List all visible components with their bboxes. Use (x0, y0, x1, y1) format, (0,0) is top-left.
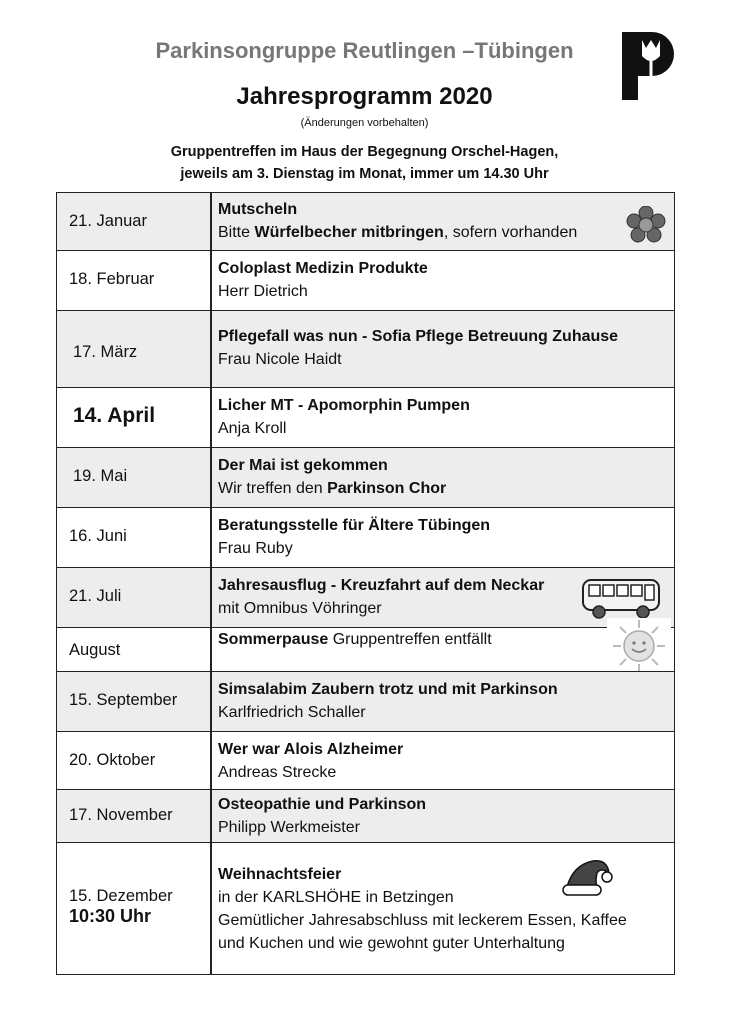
event-subtitle: in der KARLSHÖHE in Betzingen (218, 889, 454, 906)
event-title: Sommerpause Gruppentreffen entfällt (218, 631, 492, 648)
event-details (218, 454, 666, 500)
event-details (218, 257, 666, 303)
event-date: 16. Juni (69, 527, 127, 545)
event-details (218, 678, 666, 724)
event-date: 14. April (73, 404, 156, 427)
table-row (57, 193, 674, 250)
sun-icon (607, 618, 671, 674)
event-details (218, 198, 666, 244)
event-date: 17. März (73, 343, 138, 361)
event-date: August (69, 641, 121, 659)
event-subtitle: Herr Dietrich (218, 283, 308, 300)
event-details (218, 738, 666, 784)
event-title: Beratungsstelle für Ältere Tübingen (218, 517, 491, 534)
table-row (57, 447, 674, 507)
event-description: und Kuchen und wie gewohnt guter Unterhaltung (218, 935, 565, 952)
event-time: 10:30 Uhr (69, 906, 152, 926)
event-title: Coloplast Medizin Produkte (218, 260, 428, 277)
event-date: 15. September (69, 691, 178, 709)
event-title: Pflegefall was nun - Sofia Pflege Betreuung Zuhause (218, 328, 619, 345)
changes-note: (Änderungen vorbehalten) (300, 117, 429, 129)
event-title: Mutscheln (218, 201, 298, 218)
event-date: 20. Oktober (69, 751, 156, 769)
schedule-table (56, 192, 675, 975)
event-details (218, 514, 666, 560)
event-date: 18. Februar (69, 270, 155, 288)
event-title: Jahresausflug - Kreuzfahrt auf dem Neckar (218, 577, 545, 594)
table-row (57, 250, 674, 310)
page-title: Jahresprogramm 2020 (236, 83, 493, 110)
event-details (218, 793, 666, 839)
column-divider (210, 193, 212, 974)
event-subtitle: mit Omnibus Vöhringer (218, 600, 382, 617)
event-subtitle: Frau Nicole Haidt (218, 351, 342, 368)
intro-line: Gruppentreffen im Haus der Begegnung Orschel-Hagen, (170, 144, 559, 160)
event-details (218, 325, 666, 371)
event-title: Weihnachtsfeier (218, 866, 342, 883)
event-title: Licher MT - Apomorphin Pumpen (218, 397, 470, 414)
event-subtitle: Philipp Werkmeister (218, 819, 360, 836)
table-row (57, 387, 674, 447)
bus-icon (581, 576, 661, 620)
event-subtitle: Anja Kroll (218, 420, 287, 437)
event-subtitle: Bitte Würfelbecher mitbringen, sofern vorhanden (218, 224, 578, 241)
event-details (218, 628, 666, 651)
event-subtitle: Andreas Strecke (218, 764, 337, 781)
table-row (57, 627, 674, 671)
intro-text (0, 141, 729, 185)
event-date-day: 15. Dezember (69, 887, 173, 905)
table-row (57, 310, 674, 387)
table-row (57, 731, 674, 789)
santa-hat-icon (559, 857, 613, 901)
event-description: Gemütlicher Jahresabschluss mit leckerem Essen, Kaffee (218, 912, 627, 929)
organization-name: Parkinsongruppe Reutlingen –Tübingen (155, 38, 574, 63)
table-row (57, 789, 674, 842)
event-date: 19. Mai (73, 467, 128, 485)
event-title: Der Mai ist gekommen (218, 457, 388, 474)
flower-icon (626, 206, 666, 244)
event-title: Simsalabim Zaubern trotz und mit Parkinson (218, 681, 558, 698)
intro-line: jeweils am 3. Dienstag im Monat, immer um 14.30 Uhr (180, 166, 549, 182)
event-title: Osteopathie und Parkinson (218, 796, 427, 813)
event-subtitle: Wir treffen den Parkinson Chor (218, 480, 447, 497)
event-title: Wer war Alois Alzheimer (218, 741, 404, 758)
table-row (57, 567, 674, 627)
table-row (57, 671, 674, 731)
event-subtitle: Karlfriedrich Schaller (218, 704, 366, 721)
event-date (69, 887, 173, 927)
event-date: 17. November (69, 806, 173, 824)
event-subtitle: Frau Ruby (218, 540, 293, 557)
table-row (57, 507, 674, 567)
event-date: 21. Juli (69, 587, 122, 605)
event-date: 21. Januar (69, 212, 147, 230)
table-row (57, 842, 674, 976)
event-details (218, 394, 666, 440)
